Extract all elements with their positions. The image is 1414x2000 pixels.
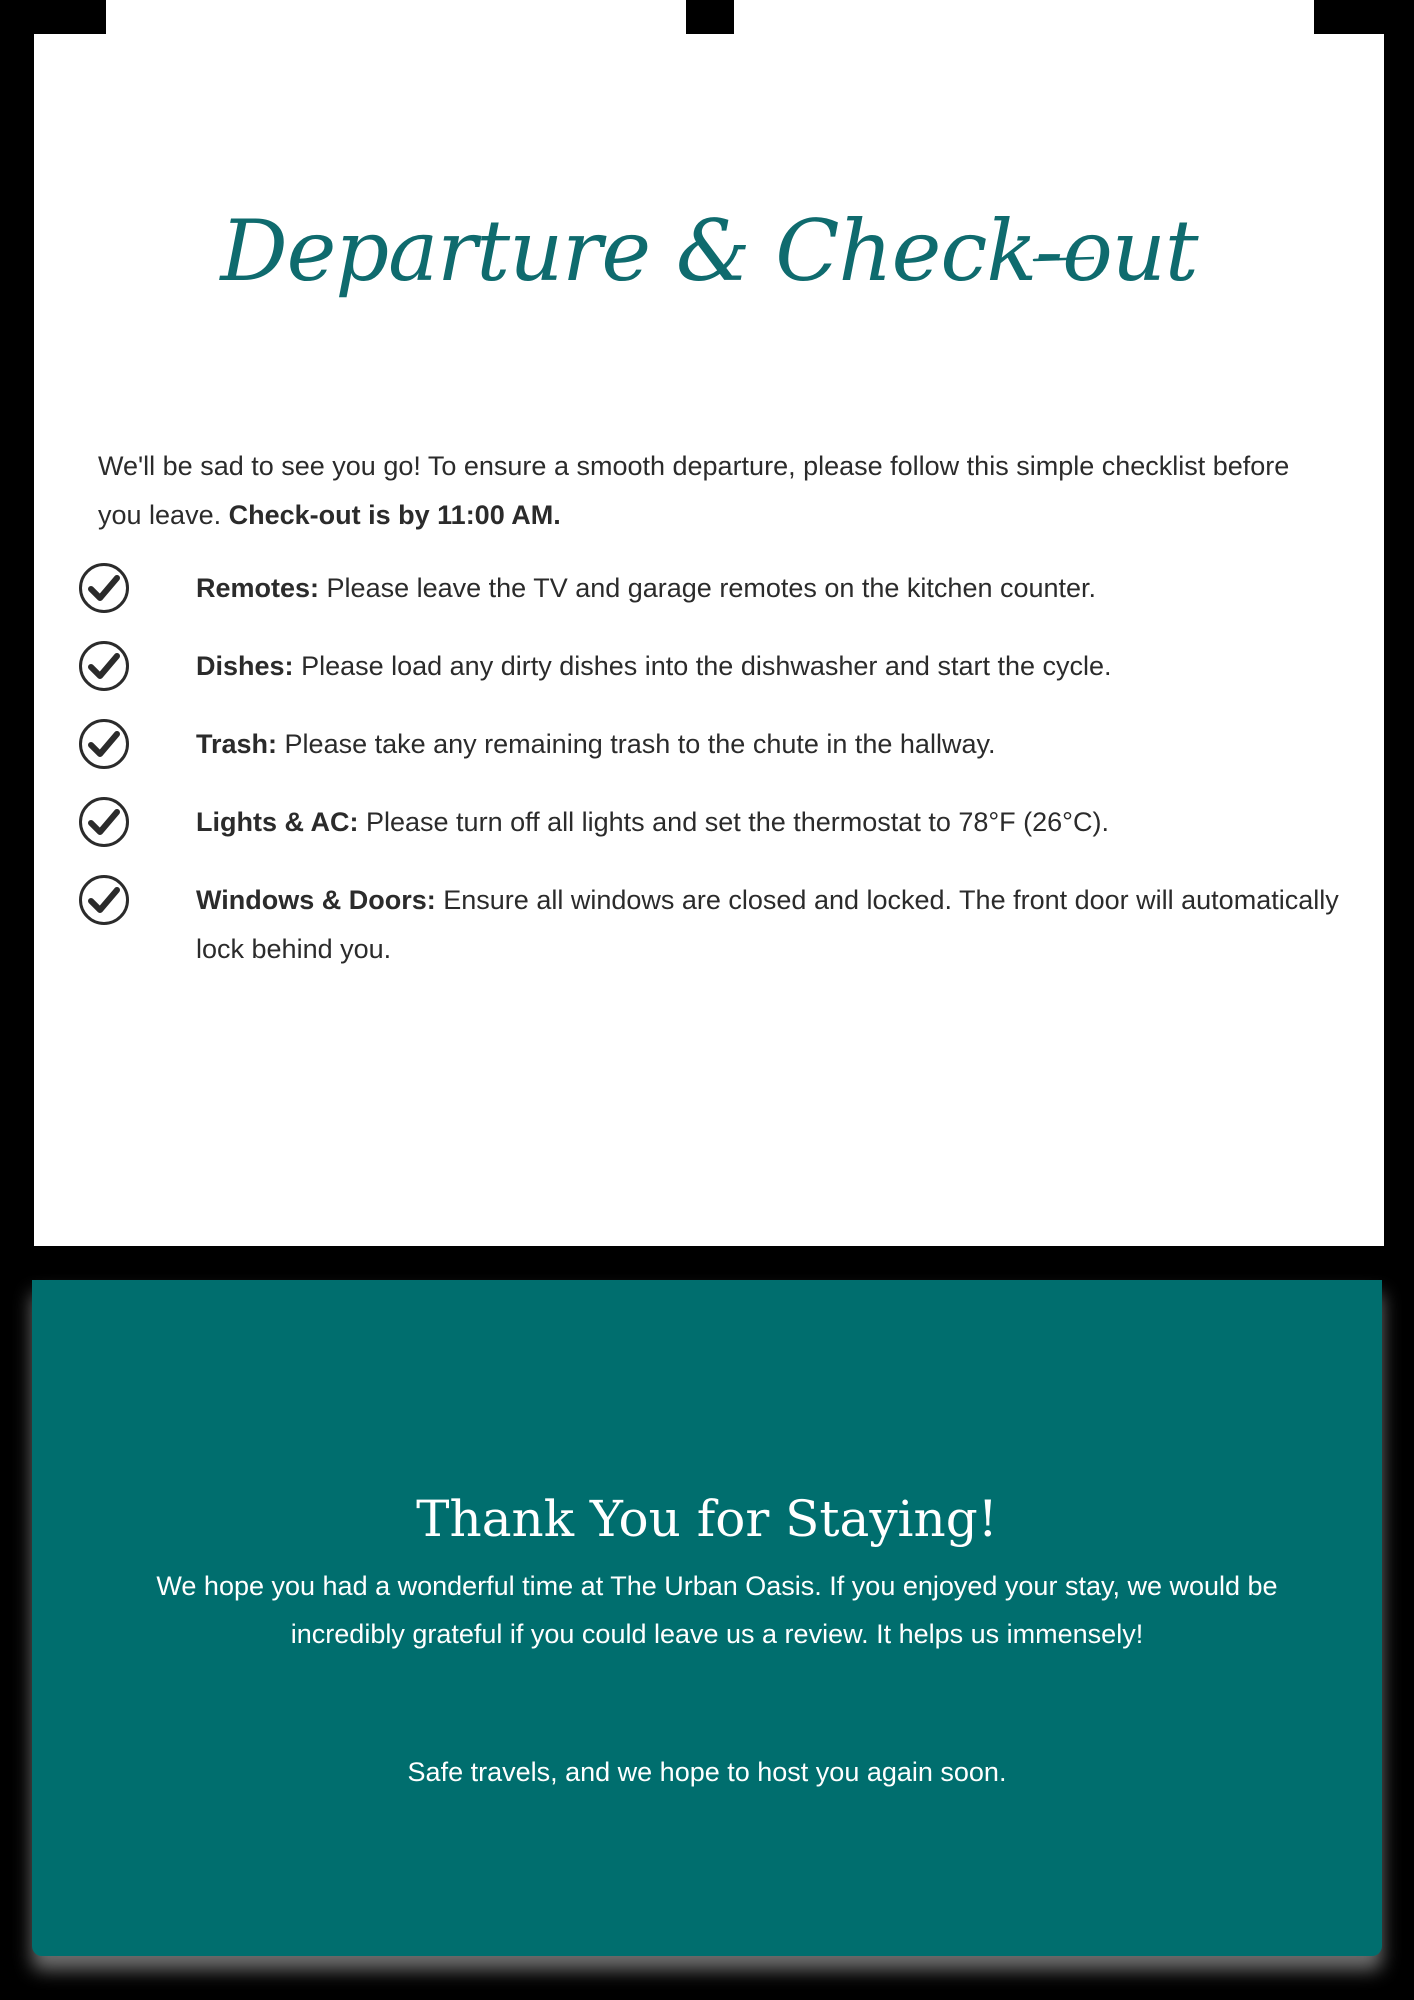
intro-paragraph — [98, 442, 1318, 540]
item-text: Ensure all windows are closed and locked. The front door will automatically lock behind you. — [196, 885, 1339, 964]
check-circle-icon — [78, 718, 130, 770]
list-item — [78, 642, 1348, 691]
item-text: Please take any remaining trash to the chute in the hallway. — [284, 729, 996, 759]
farewell-message: Safe travels, and we hope to host you again soon. — [407, 1757, 1007, 1787]
item-text: Please turn off all lights and set the thermostat to 78°F (26°C). — [366, 807, 1109, 837]
thank-you-message: We hope you had a wonderful time at The Urban Oasis. If you enjoyed your stay, we would be incredibly grateful if you could leave us a review. It helps us immensely! — [156, 1571, 1278, 1649]
item-text: Please leave the TV and garage remotes on the kitchen counter. — [326, 573, 1097, 603]
previous-page-edge-right — [734, 0, 1314, 35]
page-title: Departure & Check-out — [220, 202, 1198, 300]
item-label: Windows & Doors: — [196, 885, 436, 915]
check-circle-icon — [78, 562, 130, 614]
list-item — [78, 564, 1348, 613]
item-text: Please load any dirty dishes into the dishwasher and start the cycle. — [301, 651, 1112, 681]
thank-you-card — [32, 1280, 1382, 1956]
thank-you-title: Thank You for Staying! — [416, 1490, 998, 1548]
list-item — [78, 876, 1348, 974]
item-label: Dishes: — [196, 651, 294, 681]
check-circle-icon — [78, 796, 130, 848]
departure-checkout-card — [34, 34, 1384, 1246]
item-label: Trash: — [196, 729, 278, 759]
previous-page-edge-left — [106, 0, 686, 35]
list-item — [78, 720, 1348, 769]
check-circle-icon — [78, 874, 130, 926]
item-label: Remotes: — [196, 573, 320, 603]
item-label: Lights & AC: — [196, 807, 359, 837]
intro-text: We'll be sad to see you go! To ensure a smooth departure, please follow this simple checklist before you leave. — [98, 451, 1290, 530]
list-item — [78, 798, 1348, 847]
checkout-checklist — [78, 564, 1348, 1003]
title-flourish — [414, 204, 1094, 364]
check-circle-icon — [78, 640, 130, 692]
checkout-time: Check-out is by 11:00 AM. — [228, 500, 561, 530]
